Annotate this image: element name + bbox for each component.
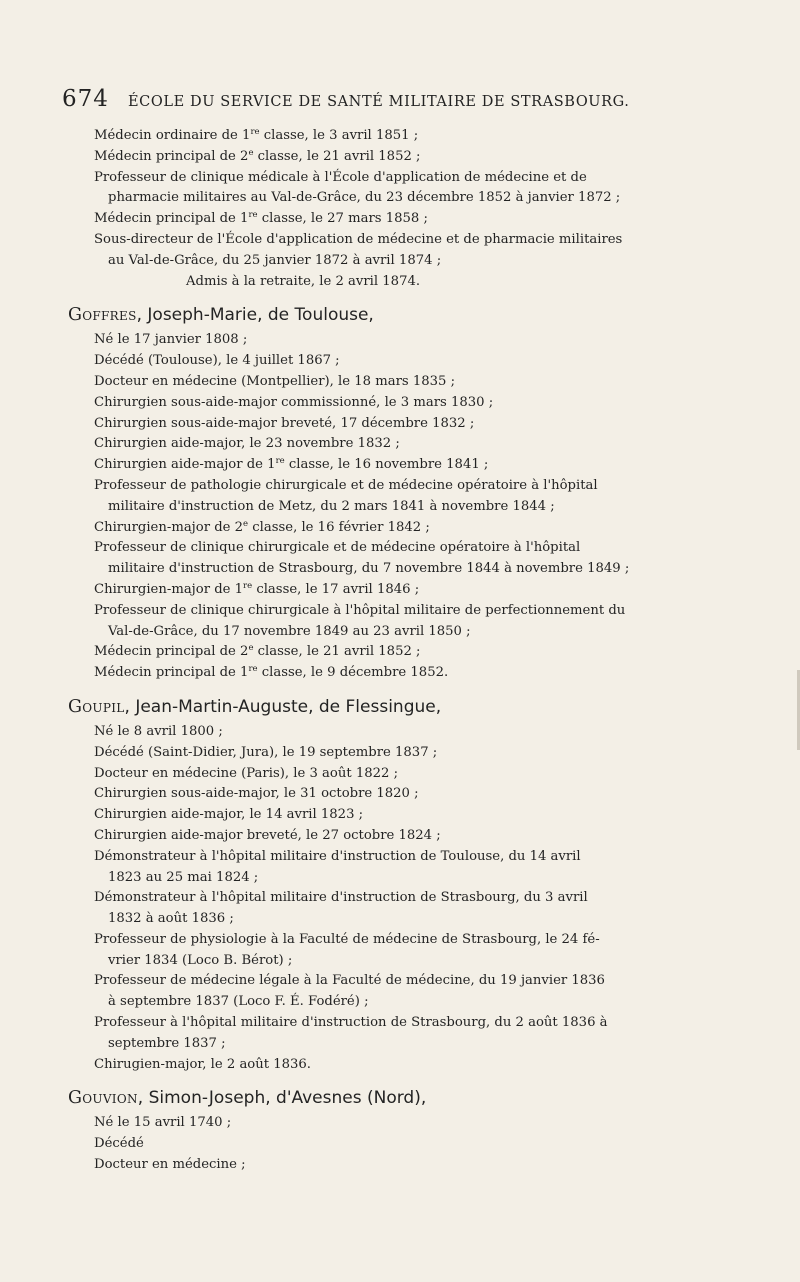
line-text: pharmacie militaires au Val-de-Grâce, du 23 décembre 1852 à janvier 1872 ;	[108, 190, 621, 206]
line-text: 1832 à août 1836 ;	[108, 911, 234, 927]
page-header	[62, 86, 762, 116]
page-body	[68, 126, 734, 1176]
text-line	[94, 559, 734, 580]
line-text: Professeur de clinique chirurgicale et de médecine opératoire à l'hôpital	[94, 540, 581, 556]
line-text: Docteur en médecine (Paris), le 3 août 1822 ;	[94, 765, 399, 781]
line-text: Chirurgien aide-major breveté, le 27 octobre 1824 ;	[94, 827, 441, 843]
text-line	[94, 1113, 734, 1134]
text-line	[94, 784, 734, 805]
line-text-after: classe, le 21 avril 1852 ;	[253, 148, 421, 164]
ordinal-superscript: re	[243, 580, 253, 591]
line-text: Docteur en médecine (Montpellier), le 18 mars 1835 ;	[94, 373, 456, 389]
line-text: Médecin principal de 2	[94, 148, 249, 164]
line-text: militaire d'instruction de Strasbourg, du 7 novembre 1844 à novembre 1849 ;	[108, 561, 630, 577]
line-text: Démonstrateur à l'hôpital militaire d'instruction de Toulouse, du 14 avril	[94, 848, 581, 864]
line-text: vrier 1834 (Loco B. Bérot) ;	[108, 952, 293, 968]
text-line	[94, 1055, 734, 1076]
page-number: 674	[62, 86, 109, 112]
biography-entry	[68, 300, 734, 684]
text-line	[94, 992, 734, 1013]
ordinal-superscript: re	[250, 127, 260, 137]
line-text: Médecin principal de 1	[94, 211, 249, 227]
line-text-after: classe, le 3 avril 1851 ;	[259, 128, 419, 143]
text-line	[94, 888, 734, 909]
line-text: Médecin principal de 1	[94, 665, 249, 681]
entry-heading	[68, 300, 734, 330]
text-line	[94, 722, 734, 743]
ordinal-superscript: e	[243, 518, 249, 529]
line-text: Chirugien-major, le 2 août 1836.	[94, 1056, 311, 1072]
text-line	[94, 455, 734, 476]
text-line	[94, 1034, 734, 1055]
text-line	[94, 847, 734, 868]
line-text: militaire d'instruction de Metz, du 2 mars 1841 à novembre 1844 ;	[108, 498, 555, 514]
text-line	[94, 826, 734, 847]
line-text: Professeur de pathologie chirurgicale et de médecine opératoire à l'hôpital	[94, 477, 598, 493]
ordinal-superscript: e	[248, 643, 254, 654]
entry-surname: Goffres	[68, 305, 137, 326]
line-text: Né le 17 janvier 1808 ;	[94, 332, 248, 348]
text-line	[94, 971, 734, 992]
text-line	[94, 1134, 734, 1155]
line-text: à septembre 1837 (Loco F. É. Fodéré) ;	[108, 994, 369, 1010]
line-text: Né le 15 avril 1740 ;	[94, 1115, 232, 1131]
line-text-after: classe, le 9 décembre 1852.	[257, 665, 449, 681]
line-text: Professeur de médecine légale à la Faculté de médecine, du 19 janvier 1836	[94, 973, 605, 989]
line-text: Docteur en médecine ;	[94, 1157, 246, 1173]
text-line	[94, 168, 734, 189]
running-title: ÉCOLE DU SERVICE DE SANTÉ MILITAIRE DE STRASBOURG.	[128, 94, 630, 110]
entry-given-names-origin: , Joseph-Marie, de Toulouse,	[136, 305, 374, 326]
line-text: Chirurgien aide-major, le 14 avril 1823 ;	[94, 807, 364, 823]
text-line	[94, 805, 734, 826]
line-text: Chirurgien aide-major de 1	[94, 457, 276, 473]
text-line	[94, 1013, 734, 1034]
text-line	[94, 126, 734, 147]
text-line	[94, 743, 734, 764]
line-text-after: classe, le 17 avril 1846 ;	[252, 581, 420, 597]
ordinal-superscript: e	[248, 147, 254, 158]
line-text: septembre 1837 ;	[108, 1035, 226, 1051]
line-text: Admis à la retraite, le 2 avril 1874.	[186, 273, 421, 289]
ordinal-superscript: re	[248, 664, 258, 675]
text-line	[94, 251, 734, 272]
text-line	[94, 393, 734, 414]
text-line	[94, 351, 734, 372]
line-text: 1823 au 25 mai 1824 ;	[108, 869, 259, 885]
text-line	[94, 538, 734, 559]
text-line	[94, 414, 734, 435]
line-text: Chirurgien-major de 1	[94, 581, 244, 597]
text-line	[94, 642, 734, 663]
line-text: Sous-directeur de l'École d'application de médecine et de pharmacie militaires	[94, 231, 623, 247]
line-text: au Val-de-Grâce, du 25 janvier 1872 à avril 1874 ;	[108, 252, 442, 268]
ordinal-superscript: re	[248, 210, 258, 221]
text-line	[94, 497, 734, 518]
ordinal-superscript: re	[275, 456, 285, 467]
line-text: Professeur de physiologie à la Faculté de médecine de Strasbourg, le 24 fé-	[94, 931, 600, 947]
line-text-after: classe, le 21 avril 1852 ;	[253, 644, 421, 660]
line-text: Médecin principal de 2	[94, 644, 249, 660]
text-line	[94, 951, 734, 972]
line-text-after: classe, le 27 mars 1858 ;	[257, 211, 428, 227]
biography-entry	[68, 692, 734, 1076]
line-text: Professeur à l'hôpital militaire d'instruction de Strasbourg, du 2 août 1836 à	[94, 1015, 608, 1031]
text-line	[94, 372, 734, 393]
text-line	[94, 476, 734, 497]
text-line	[94, 147, 734, 168]
line-text: Décédé	[94, 1136, 144, 1152]
line-text: Professeur de clinique médicale à l'École d'application de médecine et de	[94, 169, 587, 185]
line-text: Professeur de clinique chirurgicale à l'hôpital militaire de perfectionnement du	[94, 602, 626, 618]
entry-given-names-origin: , Jean-Martin-Auguste, de Flessingue,	[124, 696, 442, 717]
biography-entry	[68, 1083, 734, 1175]
line-text: Chirurgien aide-major, le 23 novembre 1832 ;	[94, 436, 400, 452]
line-text: Né le 8 avril 1800 ;	[94, 723, 223, 739]
text-line	[94, 434, 734, 455]
text-line	[94, 930, 734, 951]
line-text: Chirurgien sous-aide-major, le 31 octobre 1820 ;	[94, 786, 419, 802]
text-line	[94, 330, 734, 351]
text-line	[94, 518, 734, 539]
line-text-after: classe, le 16 février 1842 ;	[248, 519, 430, 535]
text-line	[94, 209, 734, 230]
text-line	[94, 909, 734, 930]
entry-heading	[68, 692, 734, 722]
line-text: Chirurgien sous-aide-major breveté, 17 décembre 1832 ;	[94, 415, 475, 431]
entry-surname: Gouvion	[68, 1088, 138, 1109]
entry-surname: Goupil	[68, 696, 125, 717]
line-text: Val-de-Grâce, du 17 novembre 1849 au 23 avril 1850 ;	[108, 623, 471, 639]
text-line	[94, 580, 734, 601]
text-line	[94, 764, 734, 785]
text-line	[94, 188, 734, 209]
text-line	[94, 868, 734, 889]
entry-given-names-origin: , Simon-Joseph, d'Avesnes (Nord),	[137, 1088, 427, 1109]
text-line	[94, 230, 734, 251]
text-line	[94, 272, 734, 293]
entry-heading	[68, 1083, 734, 1113]
line-text: Chirurgien sous-aide-major commissionné, le 3 mars 1830 ;	[94, 394, 494, 410]
text-line	[94, 601, 734, 622]
text-line	[94, 663, 734, 684]
line-text: Décédé (Saint-Didier, Jura), le 19 septembre 1837 ;	[94, 744, 438, 760]
text-line	[94, 622, 734, 643]
line-text: Démonstrateur à l'hôpital militaire d'instruction de Strasbourg, du 3 avril	[94, 890, 588, 906]
line-text-after: classe, le 16 novembre 1841 ;	[284, 457, 489, 473]
line-text: Médecin ordinaire de 1	[94, 128, 251, 143]
line-text: Décédé (Toulouse), le 4 juillet 1867 ;	[94, 353, 340, 369]
line-text: Chirurgien-major de 2	[94, 519, 244, 535]
text-line	[94, 1155, 734, 1176]
